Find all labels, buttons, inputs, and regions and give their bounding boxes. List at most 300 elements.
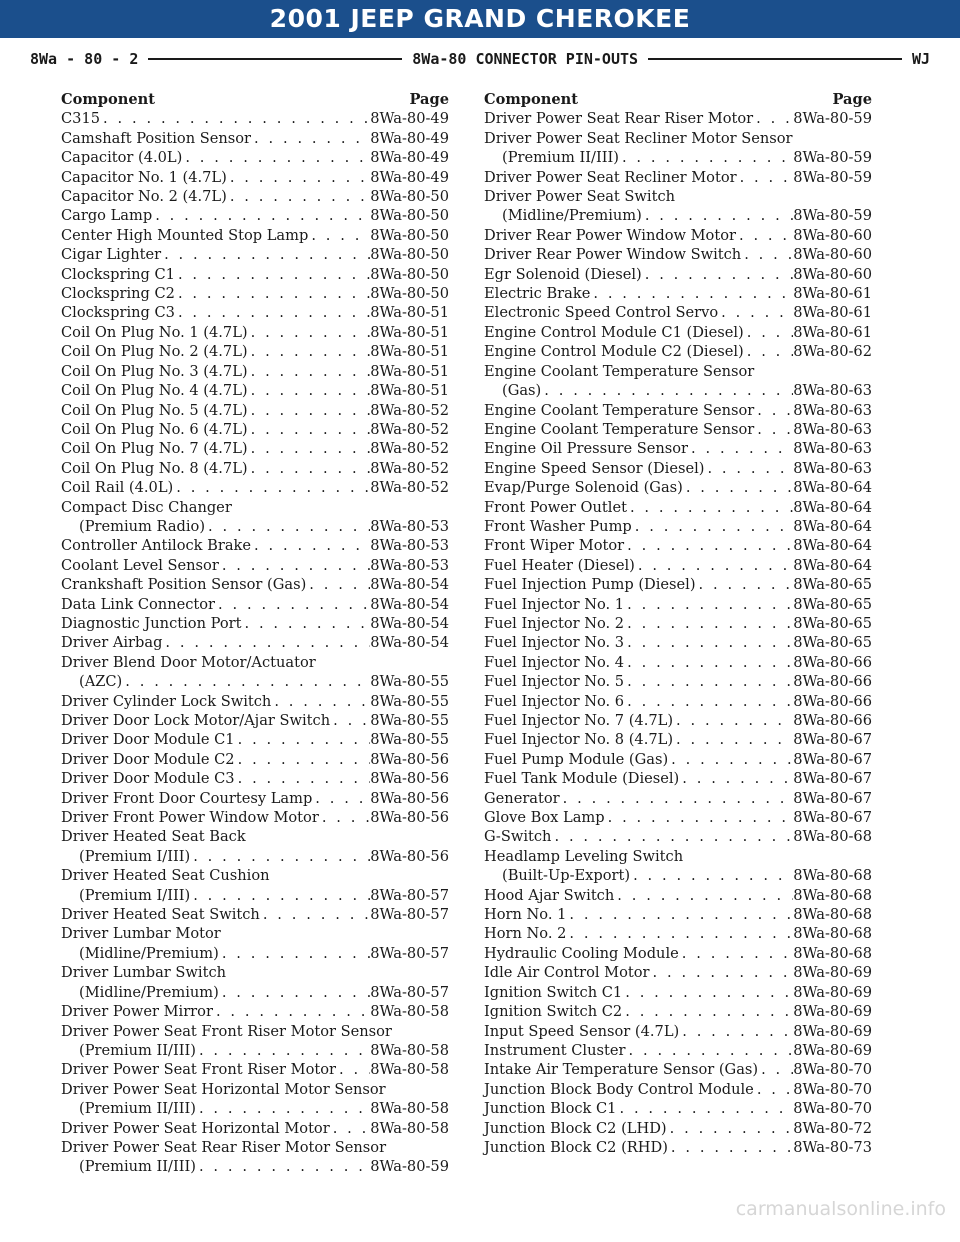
dot-leader [624,672,793,691]
index-entry-line [484,1060,872,1079]
component-name: (Midline/Premium) [502,207,642,225]
index-entry [61,342,449,361]
index-entry-line [484,556,872,575]
page-reference: 8Wa-80-54 [370,595,449,613]
page-reference: 8Wa-80-49 [370,110,449,128]
index-entry [61,536,449,555]
page-reference: 8Wa-80-55 [370,673,449,691]
index-entry-line [61,672,449,691]
index-entry-line [484,478,872,497]
component-name: Coil On Plug No. 8 (4.7L) [61,459,248,477]
component-name: Horn No. 1 [484,906,567,924]
index-entry-line [484,866,872,885]
index-entry-line [484,498,872,517]
component-name: Coil Rail (4.0L) [61,479,174,497]
index-entry-line [61,866,449,885]
index-entry [484,109,872,128]
index-entry [484,983,872,1002]
index-entry-line [61,362,449,381]
index-entry [484,789,872,808]
index-entry-line [484,730,872,749]
component-name: Capacitor (4.0L) [61,149,183,167]
page-reference: 8Wa-80-51 [370,382,449,400]
index-entry [484,827,872,846]
column-header [484,90,872,109]
index-entry [484,1099,872,1118]
dot-leader [271,692,370,711]
index-entry-line [61,129,449,148]
dot-leader [642,206,793,225]
component-name: Engine Speed Sensor (Diesel) [484,459,705,477]
index-entry-line [484,924,872,943]
dot-leader [630,866,793,885]
index-entry-line [484,886,872,905]
index-entry [484,536,872,555]
index-entry-line [61,1060,449,1079]
dot-leader [758,1060,793,1079]
index-entry-line [484,129,872,148]
page-reference: 8Wa-80-65 [793,634,872,652]
index-entry-line [61,342,449,361]
component-name: Horn No. 2 [484,925,567,943]
page-reference: 8Wa-80-54 [370,634,449,652]
component-name: Engine Coolant Temperature Sensor [484,362,755,380]
component-name: Clockspring C1 [61,265,175,283]
component-name: (Premium I/III) [79,886,191,904]
index-entry-line [61,284,449,303]
component-name: Engine Coolant Temperature Sensor [484,401,755,419]
dot-leader [566,924,793,943]
index-entry-line [61,1002,449,1021]
index-entry [484,672,872,691]
dot-leader [736,226,793,245]
index-entry-line [61,1099,449,1118]
section-title: 8Wa-80 CONNECTOR PIN-OUTS [412,50,639,68]
index-entry [61,595,449,614]
index-entry [61,827,449,866]
component-name: Fuel Injector No. 1 [484,595,625,613]
component-name: Driver Power Seat Front Riser Motor [61,1061,336,1079]
dot-leader [161,245,370,264]
dot-leader [219,556,370,575]
dot-leader [624,633,793,652]
index-entry-line [61,1041,449,1060]
dot-leader [330,1119,371,1138]
component-name: (Premium II/III) [79,1041,196,1059]
dot-leader [227,187,370,206]
component-name: Junction Block C2 (LHD) [484,1119,667,1137]
dot-leader [704,459,793,478]
index-entry-line [484,750,872,769]
page-reference: 8Wa-80-55 [370,731,449,749]
index-entry-line [484,789,872,808]
dot-leader [248,420,371,439]
page-reference: 8Wa-80-53 [370,537,449,555]
index-entry [484,245,872,264]
index-entry [484,1041,872,1060]
index-entry-line [61,653,449,672]
index-entry [484,517,872,536]
component-name: Driver Blend Door Motor/Actuator [61,653,316,671]
page-reference: 8Wa-80-67 [793,770,872,788]
index-entry-line [484,633,872,652]
component-name: Driver Power Seat Front Riser Motor Sensor [61,1022,392,1040]
component-name: Driver Rear Power Window Motor [484,226,736,244]
index-entry [61,187,449,206]
component-name: Fuel Injector No. 3 [484,634,625,652]
component-name: (Premium I/III) [79,847,191,865]
component-name: Driver Front Door Courtesy Lamp [61,789,313,807]
page-reference: 8Wa-80-49 [370,129,449,147]
page-reference: 8Wa-80-57 [370,944,449,962]
index-entry-line [61,168,449,187]
page-reference: 8Wa-80-64 [793,537,872,555]
dot-leader [622,983,793,1002]
component-name: Data Link Connector [61,595,216,613]
index-entry [484,692,872,711]
dot-leader [635,556,793,575]
page-reference: 8Wa-80-57 [370,983,449,1001]
index-entry-line [61,245,449,264]
index-entry-line [61,303,449,322]
index-entry-line [484,672,872,691]
component-name: Front Wiper Motor [484,537,625,555]
index-entry [61,575,449,594]
index-entry-line [61,847,449,866]
dot-leader [744,342,794,361]
index-entries [61,109,449,1176]
index-entry-line [61,226,449,245]
page-reference: 8Wa-80-67 [793,731,872,749]
index-entry-line [61,595,449,614]
component-name: Driver Front Power Window Motor [61,809,319,827]
index-entry-line [484,983,872,1002]
index-entry [484,575,872,594]
page-reference: 8Wa-80-63 [793,420,872,438]
index-entry [61,362,449,381]
index-entry [61,1022,449,1061]
index-entry [61,109,449,128]
index-entry [61,226,449,245]
dot-leader [632,517,794,536]
index-entry [484,886,872,905]
component-name: Fuel Injector No. 7 (4.7L) [484,712,674,729]
dot-leader [741,245,793,264]
component-name: Fuel Injector No. 5 [484,673,625,691]
index-entry [61,459,449,478]
index-entry [484,633,872,652]
index-entry [61,498,449,537]
page-reference: 8Wa-80-67 [793,750,872,768]
page-reference: 8Wa-80-59 [793,149,872,167]
index-entry [61,265,449,284]
index-entry-line [484,439,872,458]
component-name: Ignition Switch C2 [484,1003,623,1021]
component-name: Coil On Plug No. 7 (4.7L) [61,440,248,458]
index-entry [61,692,449,711]
index-entry-line [61,750,449,769]
component-name: Driver Power Seat Rear Riser Motor [484,110,754,128]
component-name: (AZC) [79,673,123,691]
page-reference: 8Wa-80-66 [793,673,872,691]
page-reference: 8Wa-80-60 [793,226,872,244]
component-name: Junction Block C2 (RHD) [484,1138,668,1156]
index-entry [484,614,872,633]
dot-leader [175,265,370,284]
index-entry-line [61,1080,449,1099]
index-entry-line [61,109,449,128]
dot-leader [737,168,794,187]
component-name: Coil On Plug No. 4 (4.7L) [61,382,248,400]
index-entry-line [484,1080,872,1099]
index-entry-line [61,401,449,420]
index-entry [484,944,872,963]
page-reference: 8Wa-80-49 [370,149,449,167]
page-reference: 8Wa-80-68 [793,886,872,904]
dot-leader [336,1060,370,1079]
index-entry [484,439,872,458]
page-reference: 8Wa-80-66 [793,712,872,729]
index-entry [61,866,449,905]
page-reference: 8Wa-80-51 [370,304,449,322]
page-reference: 8Wa-80-61 [793,323,872,341]
page-reference: 8Wa-80-50 [370,207,449,225]
dot-leader [241,614,370,633]
page-reference: 8Wa-80-58 [370,1100,449,1118]
dot-leader [673,730,793,749]
component-name: Electronic Speed Control Servo [484,304,719,322]
component-name: Engine Oil Pressure Sensor [484,440,689,458]
index-entry-line [484,1099,872,1118]
index-entry-line [61,1119,449,1138]
index-column-left [61,90,449,1177]
dot-leader [175,303,370,322]
index-entry [484,129,872,168]
component-name: Engine Control Module C2 (Diesel) [484,343,744,361]
index-entry-line [484,148,872,167]
index-entry [484,459,872,478]
index-entry [484,750,872,769]
component-name: Driver Power Seat Horizontal Motor Sensor [61,1080,386,1098]
page-reference: 8Wa-80-50 [370,265,449,283]
component-name: Fuel Injector No. 4 [484,653,625,671]
component-name: Driver Power Seat Recliner Motor Sensor [484,129,793,147]
dot-leader [560,789,794,808]
index-entry [484,1022,872,1041]
index-entry [61,750,449,769]
page-reference: 8Wa-80-63 [793,382,872,400]
component-name: Evap/Purge Solenoid (Gas) [484,479,683,497]
dot-leader [624,692,793,711]
component-name: Coil On Plug No. 1 (4.7L) [61,323,248,341]
component-name: Driver Cylinder Lock Switch [61,692,272,710]
index-entry-line [61,1157,449,1176]
index-entry-line [484,536,872,555]
index-entry-line [484,284,872,303]
component-name: Hydraulic Cooling Module [484,944,679,962]
component-name: Egr Solenoid (Diesel) [484,265,642,283]
page-reference: 8Wa-80-68 [793,944,872,962]
index-entry-line [61,187,449,206]
dot-leader [248,459,371,478]
model-code: WJ [911,50,930,68]
dot-leader [624,536,793,555]
page-reference: 8Wa-80-68 [793,906,872,924]
index-entry-line [61,730,449,749]
page-reference: 8Wa-80-49 [370,168,449,186]
page-reference: 8Wa-80-64 [793,498,872,516]
component-name: Driver Lumbar Switch [61,964,227,982]
dot-leader [679,1022,793,1041]
component-name: Diagnostic Junction Port [61,614,242,632]
index-entry-line [484,342,872,361]
page-reference: 8Wa-80-60 [793,246,872,264]
index-entry-line [484,517,872,536]
index-entry-line [484,323,872,342]
page-reference: 8Wa-80-68 [793,828,872,846]
page-reference: 8Wa-80-60 [793,265,872,283]
column-header-component: Component [61,91,155,108]
page-reference: 8Wa-80-69 [793,964,872,982]
page-reference: 8Wa-80-52 [370,401,449,419]
dot-leader [100,109,370,128]
component-name: Driver Door Lock Motor/Ajar Switch [61,712,331,729]
page-reference: 8Wa-80-50 [370,285,449,303]
component-name: Headlamp Leveling Switch [484,847,684,865]
page-reference: 8Wa-80-51 [370,362,449,380]
index-entry-line [484,653,872,672]
header-rule-right [648,58,902,60]
index-entry-line [61,381,449,400]
dot-leader [688,439,793,458]
index-entry [484,323,872,342]
index-entry-line [61,323,449,342]
dot-leader [551,827,793,846]
index-entry-line [484,595,872,614]
dot-leader [605,808,794,827]
dot-leader [754,1080,793,1099]
page-reference: 8Wa-80-56 [370,847,449,865]
index-entry [61,905,449,924]
page-reference: 8Wa-80-61 [793,304,872,322]
index-entry-line [61,1138,449,1157]
index-entry-line [61,206,449,225]
index-entry [484,342,872,361]
dot-leader [616,1099,793,1118]
dot-leader [196,1041,370,1060]
component-name: Fuel Injector No. 8 (4.7L) [484,731,674,749]
dot-leader [754,401,793,420]
index-entry [61,148,449,167]
index-entry [484,963,872,982]
dot-leader [248,381,371,400]
dot-leader [624,595,793,614]
page-reference: 8Wa-80-67 [793,789,872,807]
index-entry-line [61,148,449,167]
component-name: Coil On Plug No. 5 (4.7L) [61,401,248,419]
component-name: Clockspring C3 [61,304,175,322]
page-reference: 8Wa-80-62 [793,343,872,361]
index-entry [484,924,872,943]
page-reference: 8Wa-80-59 [793,168,872,186]
component-name: (Premium II/III) [79,1100,196,1118]
component-name: Capacitor No. 2 (4.7L) [61,188,227,206]
index-entry [61,556,449,575]
index-entry [484,769,872,788]
page-reference: 8Wa-80-58 [370,1003,449,1021]
dot-leader [590,284,793,303]
index-entry-line [484,1138,872,1157]
index-entry-line [484,420,872,439]
dot-leader [173,478,370,497]
dot-leader [330,711,370,730]
page-reference: 8Wa-80-66 [793,653,872,671]
column-header-page: Page [409,91,449,108]
page-reference: 8Wa-80-56 [370,750,449,768]
dot-leader [196,1099,370,1118]
dot-leader [683,478,793,497]
index-entry-line [61,498,449,517]
page-reference: 8Wa-80-73 [793,1138,872,1156]
index-entry [484,226,872,245]
component-name: Fuel Injector No. 2 [484,614,625,632]
index-entry-line [61,692,449,711]
dot-leader [668,750,793,769]
index-entry [61,478,449,497]
page-reference: 8Wa-80-58 [370,1061,449,1079]
index-entry-line [61,459,449,478]
component-name: Coolant Level Sensor [61,556,219,574]
dot-leader [624,653,793,672]
index-entry [484,265,872,284]
index-entry [484,187,872,226]
component-name: Driver Power Seat Rear Riser Motor Sensor [61,1138,387,1156]
dot-leader [679,769,793,788]
dot-leader [190,886,370,905]
component-name: Fuel Injector No. 6 [484,692,625,710]
page-reference: 8Wa-80-69 [793,1022,872,1040]
dot-leader [251,536,370,555]
dot-leader [696,575,794,594]
dot-leader [235,750,371,769]
component-name: Driver Power Mirror [61,1003,213,1021]
index-entry-line [484,245,872,264]
index-entry-line [484,827,872,846]
page-reference: 8Wa-80-68 [793,925,872,943]
page-reference: 8Wa-80-56 [370,789,449,807]
page-reference: 8Wa-80-59 [793,207,872,225]
component-name: Engine Coolant Temperature Sensor [484,420,755,438]
index-entry-line [484,109,872,128]
index-entry-line [484,459,872,478]
dot-leader [122,672,370,691]
dot-leader [248,362,371,381]
index-entry-line [61,789,449,808]
column-header-page: Page [832,91,872,108]
index-entry [61,1060,449,1079]
index-entry-line [484,226,872,245]
component-name: Junction Block C1 [484,1100,617,1118]
index-entry [61,206,449,225]
index-entry [61,1080,449,1119]
index-entry-line [484,206,872,225]
dot-leader [667,1119,794,1138]
page-reference: 8Wa-80-70 [793,1061,872,1079]
page-reference: 8Wa-80-56 [370,809,449,827]
component-name: Compact Disc Changer [61,498,232,516]
component-name: Camshaft Position Sensor [61,129,252,147]
dot-leader [152,206,370,225]
